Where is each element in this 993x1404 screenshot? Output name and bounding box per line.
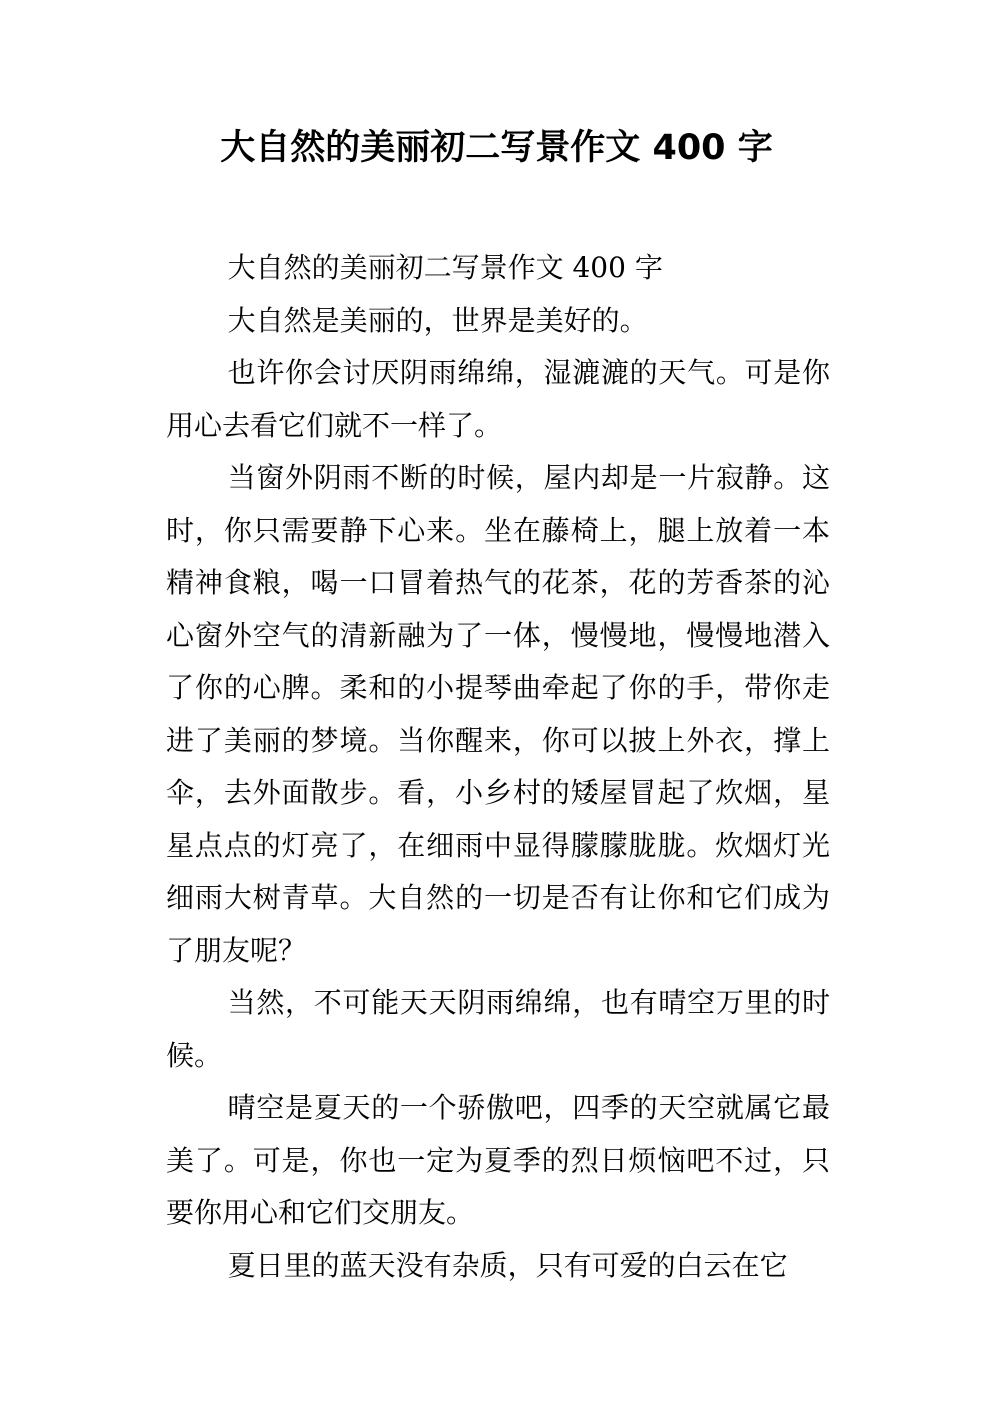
paragraph: 也许你会讨厌阴雨绵绵，湿漉漉的天气。可是你用心去看它们就不一样了。	[166, 356, 830, 442]
paragraph: 当然，不可能天天阴雨绵绵，也有晴空万里的时候。	[166, 986, 830, 1072]
document-body	[166, 242, 830, 1292]
paragraph: 晴空是夏天的一个骄傲吧，四季的天空就属它最美了。可是，你也一定为夏季的烈日烦恼吧不过，只要你用心和它们交朋友。	[166, 1091, 830, 1229]
paragraph: 夏日里的蓝天没有杂质，只有可爱的白云在它	[227, 1248, 788, 1282]
paragraph: 大自然是美丽的，世界是美好的。	[227, 303, 648, 337]
paragraph: 当窗外阴雨不断的时候，屋内却是一片寂静。这时，你只需要静下心来。坐在藤椅上，腿上放着一本精神食粮，喝一口冒着热气的花茶，花的芳香茶的沁心窗外空气的清新融为了一体，慢慢地，慢慢地潜入了你的心脾。柔和的小提琴曲牵起了你的手，带你走进了美丽的梦境。当你醒来，你可以披上外衣，撑上伞，去外面散步。看，小乡村的矮屋冒起了炊烟，星星点点的灯亮了，在细雨中显得朦朦胧胧。炊烟灯光细雨大树青草。大自然的一切是否有让你和它们成为了朋友呢？	[166, 461, 830, 967]
paragraph: 大自然的美丽初二写景作文 400 字	[227, 251, 663, 284]
document-title: 大自然的美丽初二写景作文 400 字	[220, 128, 773, 168]
